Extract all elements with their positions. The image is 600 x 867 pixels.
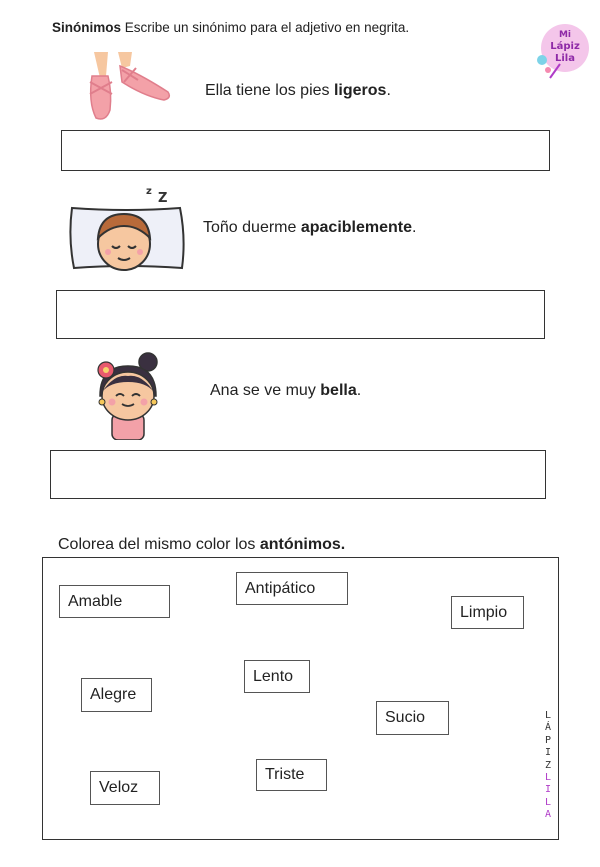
sentence-1-bold: ligeros (333, 82, 387, 99)
sentence-3-prefix: Ana se ve muy (210, 382, 321, 399)
word-card-amable[interactable]: Amable (59, 585, 170, 618)
answer-box-2[interactable] (56, 290, 545, 339)
word-card-veloz[interactable]: Veloz (90, 771, 160, 805)
antonyms-title-prefix: Colorea del mismo color los (58, 536, 260, 553)
sentence-2-bold: apaciblemente (300, 219, 412, 236)
watermark-letter: I (544, 784, 552, 796)
girl-with-flower-icon (86, 352, 166, 440)
antonyms-title-bold: antónimos. (259, 536, 346, 553)
instruction-text (52, 20, 409, 35)
sentence-3-suffix: . (356, 382, 362, 399)
mi-lapiz-lila-logo (532, 20, 592, 80)
word-card-sucio[interactable]: Sucio (376, 701, 449, 735)
instruction-bold: Sinónimos (52, 20, 122, 35)
sleeping-boy-icon (66, 182, 186, 274)
word-card-alegre[interactable]: Alegre (81, 678, 152, 712)
sentence-2-prefix: Toño duerme (203, 219, 301, 236)
sentence-1-prefix: Ella tiene los pies (205, 82, 334, 99)
answer-box-3[interactable] (50, 450, 546, 499)
ballet-shoes-icon (78, 52, 174, 122)
sentence-3 (210, 382, 361, 400)
watermark-letter: A (544, 809, 552, 821)
svg-text:Z: Z (158, 191, 168, 206)
watermark-letter: L (544, 796, 552, 808)
sentence-2 (203, 219, 416, 237)
word-card-triste[interactable]: Triste (256, 759, 327, 791)
instruction-rest: Escribe un sinónimo para el adjetivo en negrita. (121, 20, 410, 35)
watermark-letter: P (544, 734, 552, 746)
watermark-letter: L (544, 710, 552, 721)
word-card-limpio[interactable]: Limpio (451, 596, 524, 629)
watermark-letter: Á (544, 722, 552, 734)
logo-line-2: Lápiz (550, 41, 580, 52)
sentence-3-bold: bella (320, 382, 357, 399)
word-card-lento[interactable]: Lento (244, 660, 310, 693)
answer-box-1[interactable] (61, 130, 550, 171)
sentence-1 (205, 82, 391, 100)
logo-line-1: Mi (558, 30, 572, 40)
sentence-2-suffix: . (412, 219, 417, 236)
svg-text:z: z (146, 186, 152, 197)
vertical-watermark (543, 710, 553, 822)
watermark-letter: L (544, 772, 552, 784)
antonyms-title (58, 536, 345, 554)
logo-line-3: Lila (555, 53, 575, 64)
watermark-letter: Z (544, 759, 552, 771)
watermark-letter: I (544, 747, 552, 759)
word-card-antipatico[interactable]: Antipático (236, 572, 348, 605)
sentence-1-suffix: . (386, 82, 391, 99)
